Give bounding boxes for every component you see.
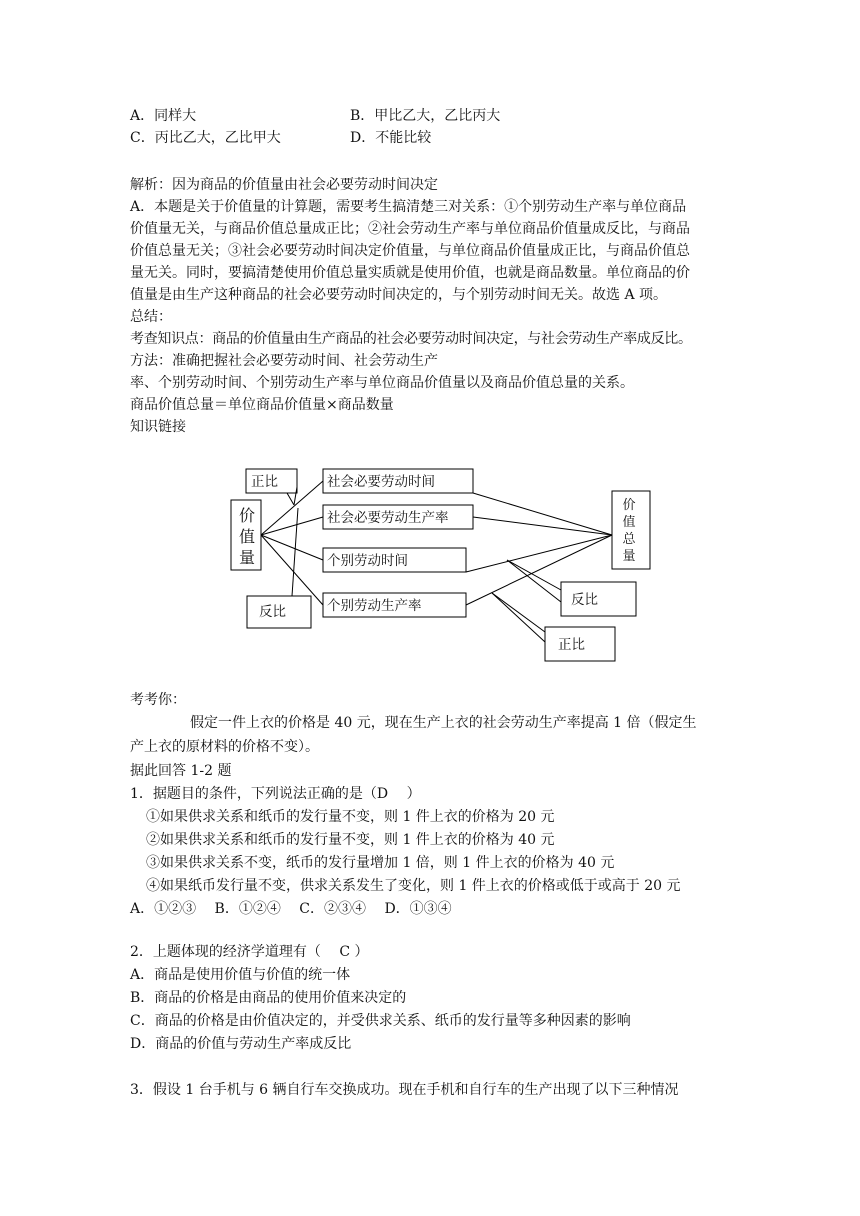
- summary-formula: 商品价值总量＝单位商品价值量×商品数量: [130, 397, 394, 413]
- question-1-options: A．①②③ B．①②④ C．②③④ D．①③④: [130, 901, 452, 917]
- total-value-char: 总: [622, 532, 636, 547]
- analysis-paragraph: A．本题是关于价值量的计算题，需要考生搞清楚三对关系：①个别劳动生产率与单位商品: [130, 199, 687, 215]
- summary-knowledge-point: 考查知识点：商品的价值量由生产商品的社会必要劳动时间决定，与社会劳动生产率成反比。: [130, 331, 692, 347]
- option-c: C．丙比乙大，乙比甲大: [130, 130, 281, 146]
- question-1-statement: ④如果纸币发行量不变，供求关系发生了变化，则 1 件上衣的价格或低于或高于 20 元: [146, 878, 681, 894]
- analysis-paragraph: 价值总量无关；③社会必要劳动时间决定价值量，与单位商品价值量成正比，与商品价值总: [130, 243, 690, 259]
- analysis-paragraph: 量无关。同时，要搞清楚使用价值总量实质就是使用价值，也就是商品数量。单位商品的价: [130, 265, 690, 281]
- knowledge-link-heading: 知识链接: [130, 419, 186, 435]
- value-char: 值: [238, 527, 255, 546]
- summary-method: 方法：准确把握社会必要劳动时间、社会劳动生产: [130, 353, 438, 369]
- item-socially-necessary-labor-time: 社会必要劳动时间: [327, 474, 435, 490]
- callout-inverse-proportion-right: 反比: [571, 592, 598, 608]
- callout-direct-proportion-top: 正比: [251, 474, 278, 490]
- question-1-statement: ②如果供求关系和纸币的发行量不变，则 1 件上衣的价格为 40 元: [146, 832, 555, 848]
- total-value-char: 价: [622, 498, 636, 513]
- question-1-statement: ①如果供求关系和纸币的发行量不变，则 1 件上衣的价格为 20 元: [146, 809, 555, 825]
- analysis-paragraph: 价值量无关，与商品价值总量成正比；②社会劳动生产率与单位商品价值量成反比，与商品: [130, 221, 690, 237]
- value-char: 价: [238, 506, 255, 525]
- option-b: B．甲比乙大，乙比丙大: [350, 108, 501, 124]
- callout-direct-proportion-right: 正比: [558, 637, 585, 653]
- value-box-label: [236, 505, 258, 568]
- option-d: D．不能比较: [350, 130, 432, 146]
- summary-method-cont: 率、个别劳动时间、个别劳动生产率与单位商品价值量以及商品价值总量的关系。: [130, 375, 634, 391]
- item-socially-necessary-productivity: 社会必要劳动生产率: [327, 510, 449, 526]
- analysis-title: 解析：因为商品的价值量由社会必要劳动时间决定: [130, 177, 438, 193]
- value-char: 量: [238, 548, 255, 567]
- question-2: 2．上题体现的经济学道理有（ C ）: [130, 944, 369, 960]
- callout-inverse-proportion-left: 反比: [259, 604, 286, 620]
- question-3: 3．假设 1 台手机与 6 辆自行车交换成功。现在手机和自行车的生产出现了以下三种情况: [130, 1082, 679, 1098]
- question-2-option-b: B．商品的价格是由商品的使用价值来决定的: [130, 990, 407, 1006]
- option-a: A．同样大: [130, 108, 197, 124]
- summary-title: 总结：: [130, 309, 172, 325]
- quiz-stem: 假定一件上衣的价格是 40 元，现在生产上衣的社会劳动生产率提高 1 倍（假定生: [190, 715, 697, 731]
- total-value-box-label: [619, 497, 639, 565]
- total-value-char: 量: [622, 549, 636, 564]
- total-value-char: 值: [622, 515, 636, 530]
- quiz-title: 考考你：: [130, 692, 186, 708]
- question-2-option-d: D．商品的价值与劳动生产率成反比: [130, 1036, 352, 1052]
- question-1: 1．据题目的条件，下列说法正确的是（D ）: [130, 786, 421, 802]
- question-1-statement: ③如果供求关系不变，纸币的发行量增加 1 倍，则 1 件上衣的价格为 40 元: [146, 855, 615, 871]
- item-individual-labor-time: 个别劳动时间: [327, 553, 408, 569]
- item-individual-productivity: 个别劳动生产率: [327, 598, 422, 614]
- question-2-option-c: C．商品的价格是由价值决定的，并受供求关系、纸币的发行量等多种因素的影响: [130, 1013, 631, 1029]
- quiz-lead: 据此回答 1-2 题: [130, 763, 232, 779]
- analysis-paragraph: 值量是由生产这种商品的社会必要劳动时间决定的，与个别劳动时间无关。故选 A 项。: [130, 287, 668, 303]
- question-2-option-a: A．商品是使用价值与价值的统一体: [130, 967, 351, 983]
- quiz-stem-cont: 产上衣的原材料的价格不变）。: [130, 739, 319, 755]
